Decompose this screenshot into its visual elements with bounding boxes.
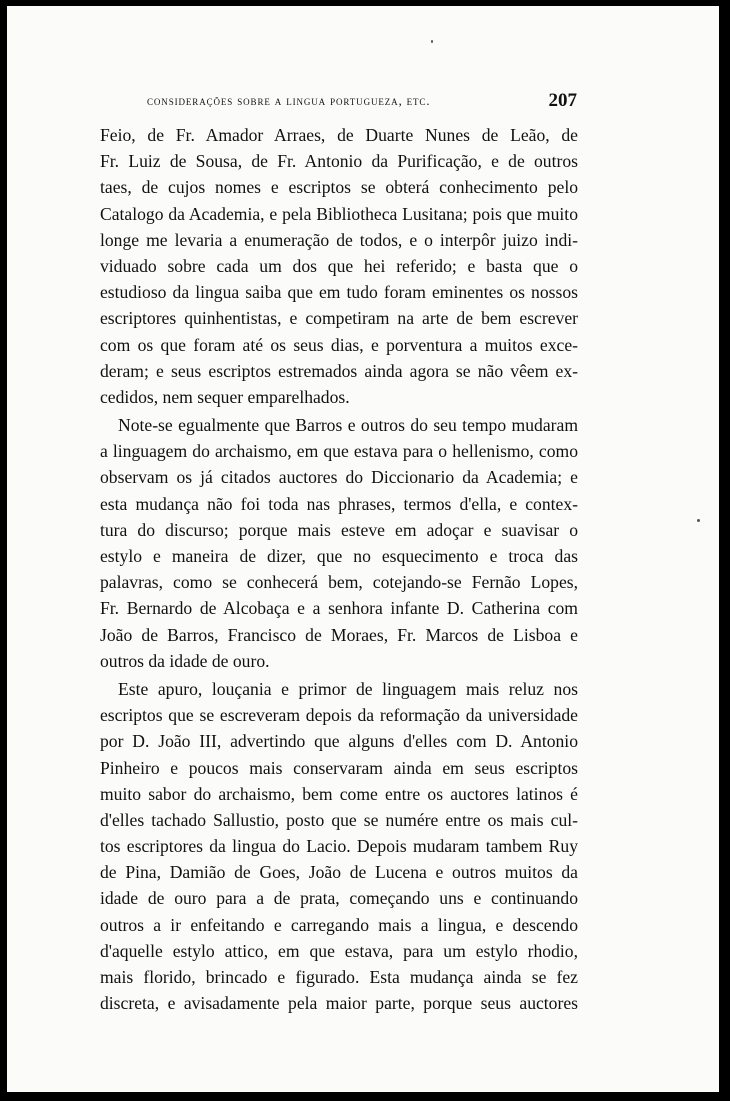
text-line: d'aquelle estylo attico, em que estava, para um estylo rhodio, [100,940,578,961]
text-line: estylo e maneira de dizer, que no esquecimento e troca das [100,546,578,566]
running-title: considerações sobre a lingua portugueza, etc. [147,94,431,108]
text-line: tura do discurso; porque mais esteve em adoçar e suavisar o [100,519,578,540]
text-line: Este apuro, louçania e primor de linguagem mais reluz nos [118,678,578,699]
paragraph-1 [100,122,578,410]
paragraph-3 [100,676,578,1016]
page-number: 207 [548,90,577,111]
text-line: por D. João III, advertindo que alguns d'elles com D. Antonio [100,731,578,752]
text-line: discreta, e avisadamente pela maior parte, porque seus auctores [100,993,578,1014]
text-line: viduado sobre cada um dos que hei referido; e basta que o [100,255,578,276]
text-line: Feio, de Fr. Amador Arraes, de Duarte Nunes de Leão, de [100,125,578,145]
text-line: outros a ir enfeitando e carregando mais a lingua, e descendo [100,914,578,935]
text-line: mais florido, brincado e figurado. Esta mudança ainda se fez [100,967,578,987]
text-line: escriptos que se escreveram depois da reformação da universidade [100,705,578,726]
text-line: Pinheiro e poucos mais conservaram ainda em seus escriptos [100,757,578,778]
scan-speck [697,519,700,522]
text-line: longe me levaria a enumeração de todos, e o interpôr juizo indi- [100,229,578,250]
text-line: d'elles tachado Sallustio, posto que se numére entre os mais cul- [100,809,578,830]
text-line: João de Barros, Francisco de Moraes, Fr. Marcos de Lisboa e [100,624,578,645]
text-line: esta mudança não foi toda nas phrases, termos d'ella, e contex- [100,493,578,514]
text-line: a linguagem do archaismo, em que estava para o hellenismo, como [100,441,578,462]
page-header [143,90,579,114]
scan-speck [431,40,433,43]
text-line: cedidos, nem sequer emparelhados. [100,386,350,407]
text-line: de Pina, Damião de Goes, João de Lucena e outros muitos da [100,862,578,883]
text-line: deram; e seus escriptos estremados ainda agora se não vêem ex- [100,360,578,381]
text-line: escriptores quinhentistas, e competiram na arte de bem escrever [100,308,578,329]
book-page [7,6,719,1092]
text-line: observam os já citados auctores do Diccionario da Academia; e [100,467,578,488]
text-line: idade de ouro para a de prata, começando uns e continuando [100,888,578,909]
body-text [100,122,578,1018]
text-line: palavras, como se conhecerá bem, cotejando-se Fernão Lopes, [100,572,578,593]
text-line: muito sabor do archaismo, bem come entre os auctores latinos é [100,783,578,804]
text-line: Fr. Luiz de Sousa, de Fr. Antonio da Purificação, e de outros [100,151,578,172]
text-line: outros da idade de ouro. [100,650,270,671]
text-line: Fr. Bernardo de Alcobaça e a senhora infante D. Catherina com [100,598,578,619]
text-line: Catalogo da Academia, e pela Bibliotheca Lusitana; pois que muito [100,203,578,224]
text-line: Note-se egualmente que Barros e outros do seu tempo mudaram [118,415,578,436]
text-line: com os que foram até os seus dias, e porventura a muitos exce- [100,334,578,355]
text-line: taes, de cujos nomes e escriptos se obterá conhecimento pelo [100,177,578,198]
paragraph-2 [100,412,578,674]
text-line: estudioso da lingua saiba que em tudo foram eminentes os nossos [100,282,578,303]
text-line: tos escriptores da lingua do Lacio. Depois mudaram tambem Ruy [100,836,578,857]
